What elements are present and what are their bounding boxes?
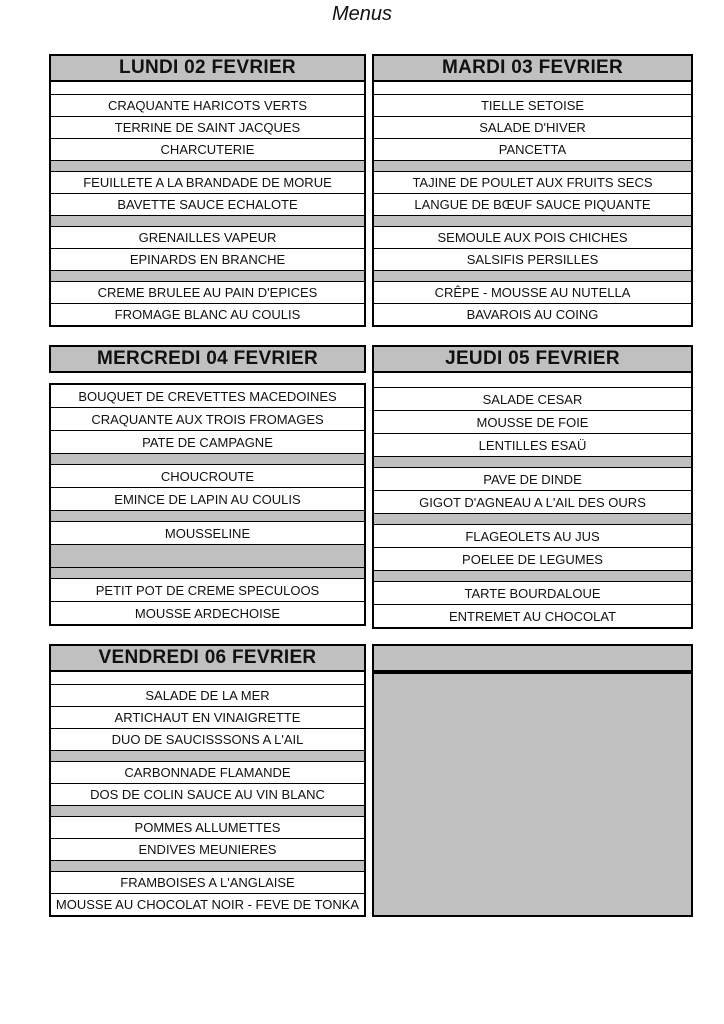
menu-item-row: ARTICHAUT EN VINAIGRETTE	[51, 707, 364, 729]
day-header: MERCREDI 04 FEVRIER	[51, 347, 364, 371]
course-separator	[374, 514, 691, 525]
menu-item-row: SALADE CESAR	[374, 388, 691, 411]
menu-item-row: EMINCE DE LAPIN AU COULIS	[51, 488, 364, 511]
menu-item-row: GIGOT D'AGNEAU A L'AIL DES OURS	[374, 491, 691, 514]
page-title: Menus	[331, 3, 393, 25]
course-separator	[51, 511, 364, 522]
menu-item-row: PAVE DE DINDE	[374, 468, 691, 491]
menu-item-row: BAVAROIS AU COING	[374, 304, 691, 325]
menu-item-row: MOUSSE AU CHOCOLAT NOIR - FEVE DE TONKA	[51, 894, 364, 915]
menu-item-row: GRENAILLES VAPEUR	[51, 227, 364, 249]
menu-item-row: MOUSSE DE FOIE	[374, 411, 691, 434]
course-separator	[51, 861, 364, 872]
menu-item-row: BAVETTE SAUCE ECHALOTE	[51, 194, 364, 216]
header-spacer-row	[374, 373, 691, 388]
day-block-vendredi	[49, 644, 366, 917]
course-separator	[374, 216, 691, 227]
menu-item-row: DUO DE SAUCISSSONS A L'AIL	[51, 729, 364, 751]
course-separator	[374, 457, 691, 468]
day-header: VENDREDI 06 FEVRIER	[51, 646, 364, 672]
empty-menu-slot	[51, 545, 364, 568]
menu-item-row: TERRINE DE SAINT JACQUES	[51, 117, 364, 139]
header-spacer-row	[374, 82, 691, 95]
menu-item-row: ENTREMET AU CHOCOLAT	[374, 605, 691, 627]
menu-item-row: ENDIVES MEUNIERES	[51, 839, 364, 861]
menu-item-row: LANGUE DE BŒUF SAUCE PIQUANTE	[374, 194, 691, 216]
menu-item-row: SALADE DE LA MER	[51, 685, 364, 707]
menu-item-row: CRAQUANTE AUX TROIS FROMAGES	[51, 408, 364, 431]
course-separator	[51, 161, 364, 172]
day-header: MARDI 03 FEVRIER	[374, 56, 691, 82]
menu-item-row: CRAQUANTE HARICOTS VERTS	[51, 95, 364, 117]
menu-item-row: PATE DE CAMPAGNE	[51, 431, 364, 454]
empty-menu-block	[372, 644, 693, 917]
menu-item-row: BOUQUET DE CREVETTES MACEDOINES	[51, 385, 364, 408]
menu-item-row: DOS DE COLIN SAUCE AU VIN BLANC	[51, 784, 364, 806]
menu-item-row: LENTILLES ESAÜ	[374, 434, 691, 457]
menu-item-row: SALSIFIS PERSILLES	[374, 249, 691, 271]
menu-item-row: EPINARDS EN BRANCHE	[51, 249, 364, 271]
menu-item-row: PANCETTA	[374, 139, 691, 161]
menu-item-row: TIELLE SETOISE	[374, 95, 691, 117]
menu-item-row: FRAMBOISES A L'ANGLAISE	[51, 872, 364, 894]
menu-item-row: MOUSSE ARDECHOISE	[51, 602, 364, 624]
day-block-mercredi	[49, 345, 366, 626]
empty-menu-body	[372, 672, 693, 917]
course-separator	[51, 568, 364, 579]
course-separator	[51, 216, 364, 227]
course-separator	[374, 161, 691, 172]
course-separator	[51, 454, 364, 465]
day-block-mardi	[372, 54, 693, 327]
menu-item-row: FROMAGE BLANC AU COULIS	[51, 304, 364, 325]
menu-item-row: SEMOULE AUX POIS CHICHES	[374, 227, 691, 249]
menu-item-row: CHARCUTERIE	[51, 139, 364, 161]
menu-item-row: FLAGEOLETS AU JUS	[374, 525, 691, 548]
course-separator	[51, 751, 364, 762]
course-separator	[51, 271, 364, 282]
menu-item-row: TARTE BOURDALOUE	[374, 582, 691, 605]
menu-item-row: FEUILLETE A LA BRANDADE DE MORUE	[51, 172, 364, 194]
day-header: JEUDI 05 FEVRIER	[374, 347, 691, 373]
menu-item-row: POELEE DE LEGUMES	[374, 548, 691, 571]
menu-item-row: CHOUCROUTE	[51, 465, 364, 488]
menu-item-row: POMMES ALLUMETTES	[51, 817, 364, 839]
menu-item-row: PETIT POT DE CREME SPECULOOS	[51, 579, 364, 602]
menu-item-row: TAJINE DE POULET AUX FRUITS SECS	[374, 172, 691, 194]
menu-item-row: MOUSSELINE	[51, 522, 364, 545]
course-separator	[374, 571, 691, 582]
menu-item-row: CARBONNADE FLAMANDE	[51, 762, 364, 784]
menu-item-row: CREME BRULEE AU PAIN D'EPICES	[51, 282, 364, 304]
course-separator	[51, 806, 364, 817]
header-spacer-row	[51, 82, 364, 95]
menu-item-row: SALADE D'HIVER	[374, 117, 691, 139]
menu-item-row: CRÊPE - MOUSSE AU NUTELLA	[374, 282, 691, 304]
day-header: LUNDI 02 FEVRIER	[51, 56, 364, 82]
course-separator	[374, 271, 691, 282]
day-block-lundi	[49, 54, 366, 327]
header-spacer-row	[51, 672, 364, 685]
empty-day-header	[374, 646, 691, 670]
day-block-jeudi	[372, 345, 693, 629]
